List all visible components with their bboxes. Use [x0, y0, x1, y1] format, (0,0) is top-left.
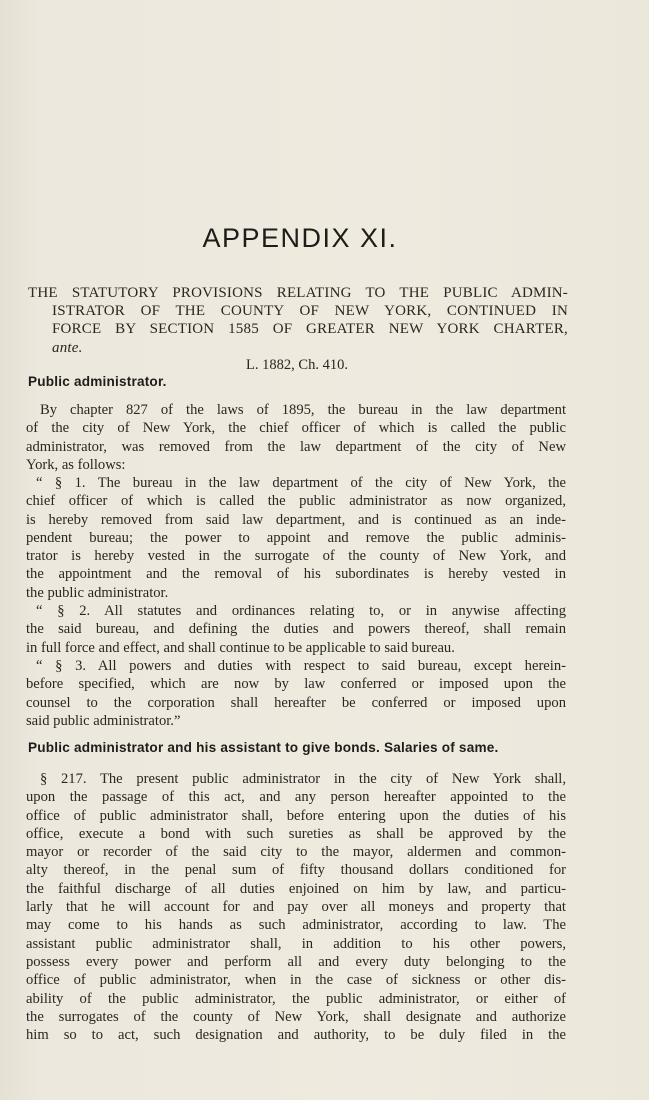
paragraph-section-2: [26, 602, 566, 657]
heading-line: ante.: [52, 339, 83, 356]
heading-line: ISTRATOR OF THE COUNTY OF NEW YORK, CONTINUED IN: [52, 303, 568, 320]
subheading-public-administrator: Public administrator.: [28, 374, 167, 389]
text-line: trator is hereby vested in the surrogate of the county of New York, and: [26, 548, 566, 565]
paragraph-section-1: [26, 474, 566, 602]
text-line: upon the passage of this act, and any person hereafter appointed to the: [26, 789, 566, 806]
paragraph-section-217: [26, 770, 566, 1044]
text-line: “ § 1. The bureau in the law department of the city of New York, the: [36, 475, 566, 491]
text-line: possess every power and perform all and every duty belonging to the: [26, 953, 566, 970]
text-line: him so to act, such designation and authority, to be duly filed in the: [26, 1027, 566, 1044]
text-line: York, as follows:: [26, 456, 126, 473]
text-line: § 217. The present public administrator in the city of New York shall,: [40, 771, 566, 787]
text-line: is hereby removed from said law department, and is continued as an inde-: [26, 511, 566, 528]
text-line: pendent bureau; the power to appoint and remove the public adminis-: [26, 529, 566, 546]
text-line: office of public administrator shall, before entering upon the duties of his: [26, 807, 566, 824]
text-line: By chapter 827 of the laws of 1895, the bureau in the law department: [40, 402, 566, 418]
section-heading: [28, 284, 568, 357]
text-line: may come to his hands as such administrator, according to law. The: [26, 917, 566, 934]
heading-line: FORCE BY SECTION 1585 OF GREATER NEW YORK CHARTER,: [52, 321, 568, 338]
text-line: ability of the public administrator, the public administrator, or either of: [26, 990, 566, 1007]
text-line: the surrogates of the county of New York, shall designate and authorize: [26, 1008, 566, 1025]
text-line: “ § 2. All statutes and ordinances relating to, or in anywise affecting: [36, 603, 566, 619]
statute-citation: L. 1882, Ch. 410.: [246, 357, 348, 373]
text-line: larly that he will account for and pay over all moneys and property that: [26, 899, 566, 916]
text-line: chief officer of which is called the public administrator as now organized,: [26, 493, 566, 510]
text-line: in full force and effect, and shall continue to be applicable to said bureau.: [26, 639, 455, 656]
text-line: the faithful discharge of all duties enjoined on him by law, and particu-: [26, 880, 566, 897]
text-line: counsel to the corporation shall hereafter be conferred or imposed upon: [26, 694, 566, 711]
text-line: alty thereof, in the penal sum of fifty thousand dollars conditioned for: [26, 862, 566, 879]
text-line: “ § 3. All powers and duties with respect to said bureau, except herein-: [36, 658, 566, 674]
text-line: administrator, was removed from the law department of the city of New: [26, 438, 566, 455]
text-line: before specified, which are now by law conferred or imposed upon the: [26, 676, 566, 693]
appendix-title: APPENDIX XI.: [202, 223, 398, 253]
text-line: the appointment and the removal of his subordinates is hereby vested in: [26, 566, 566, 583]
text-line: office, execute a bond with such sureties as shall be approved by the: [26, 825, 566, 842]
paragraph-section-3: [26, 657, 566, 730]
subheading-bonds-salaries: Public administrator and his assistant to give bonds. Salaries of same.: [28, 740, 499, 755]
text-line: the said bureau, and defining the duties and powers thereof, shall remain: [26, 621, 566, 638]
text-line: office of public administrator, when in the case of sickness or other dis-: [26, 972, 566, 989]
heading-line: THE STATUTORY PROVISIONS RELATING TO THE PUBLIC ADMIN-: [28, 285, 568, 301]
paragraph-intro: [26, 401, 566, 474]
text-line: said public administrator.”: [26, 712, 181, 729]
text-line: mayor or recorder of the said city to the mayor, aldermen and common-: [26, 844, 566, 861]
text-line: assistant public administrator shall, in addition to his other powers,: [26, 935, 566, 952]
text-line: the public administrator.: [26, 584, 169, 601]
text-line: of the city of New York, the chief officer of which is called the public: [26, 420, 566, 437]
